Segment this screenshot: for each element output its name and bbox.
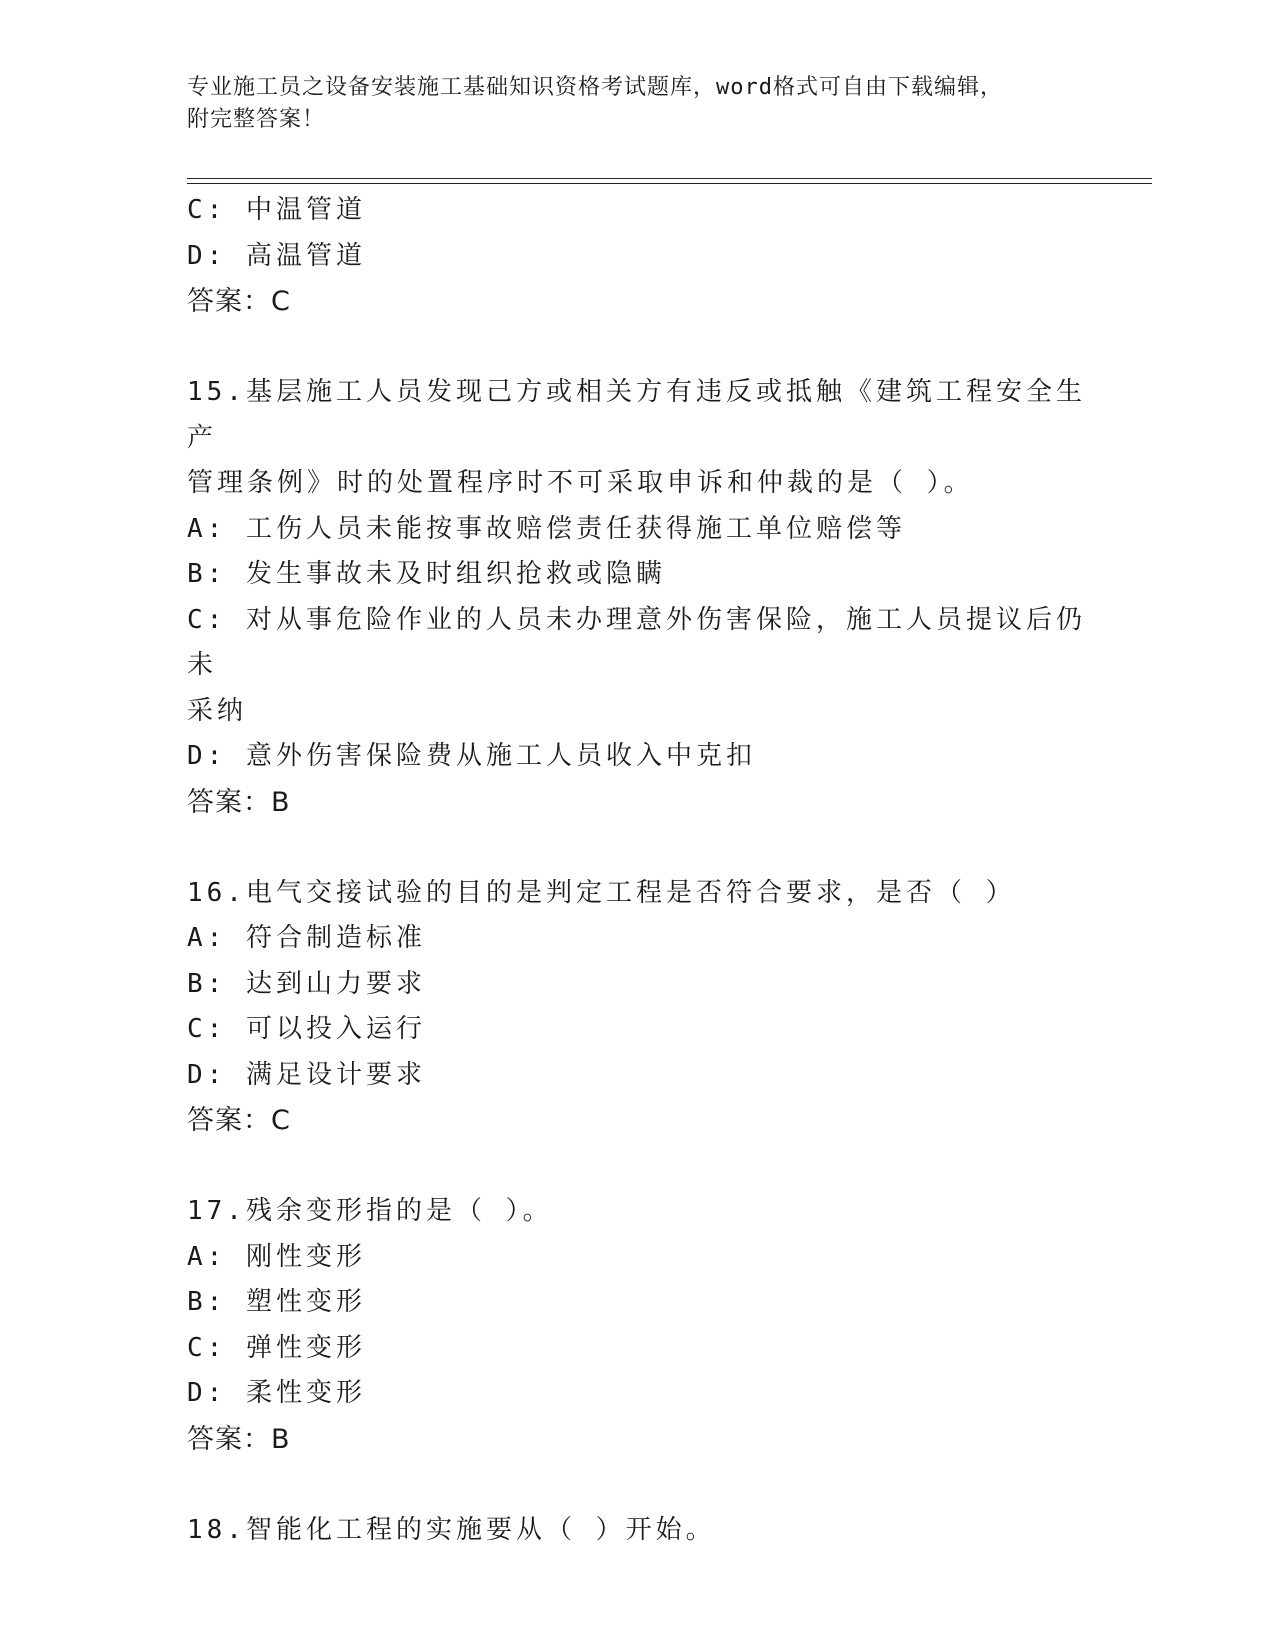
option-c: C: 可以投入运行 (187, 1014, 426, 1044)
answer: 答案：C (187, 286, 291, 317)
option-c-line-1: C: 对从事危险作业的人员未办理意外伤害保险，施工人员提议后仍未 (187, 604, 1086, 680)
answer: 答案：C (187, 1105, 291, 1136)
answer: 答案：B (187, 1423, 291, 1455)
question-block-14 (187, 188, 1087, 325)
question-block-17 (187, 1189, 1087, 1462)
option-b: B: 发生事故未及时组织抢救或隐瞒 (187, 559, 666, 589)
header-divider-top (187, 178, 1152, 179)
question-block-15 (187, 370, 1087, 825)
option-d: D: 意外伤害保险费从施工人员收入中克扣 (187, 741, 756, 771)
header-divider-bottom (187, 183, 1152, 184)
option-c: C: 中温管道 (187, 195, 366, 225)
option-a: A: 刚性变形 (187, 1241, 366, 1272)
option-d: D: 满足设计要求 (187, 1059, 426, 1090)
spacer (187, 1462, 1087, 1508)
option-a: A: 工伤人员未能按事故赔偿责任获得施工单位赔偿等 (187, 513, 906, 544)
question-text-line-2: 管理条例》时的处置程序时不可采取申诉和仲裁的是（ ）。 (187, 468, 974, 498)
option-c: C: 弹性变形 (187, 1332, 366, 1363)
question-list (187, 188, 1087, 1553)
option-d: D: 柔性变形 (187, 1378, 366, 1408)
option-b: B: 塑性变形 (187, 1287, 366, 1317)
header-line-2: 附完整答案！ (187, 107, 326, 132)
option-d: D: 高温管道 (187, 240, 366, 271)
option-b: B: 达到山力要求 (187, 968, 426, 999)
question-text: 17.残余变形指的是（ ）。 (187, 1196, 553, 1226)
answer: 答案：B (187, 786, 291, 818)
spacer (187, 325, 1087, 371)
spacer (187, 1144, 1087, 1190)
document-header (187, 72, 1087, 136)
spacer (187, 825, 1087, 871)
option-c-line-2: 采纳 (187, 695, 248, 726)
question-block-18 (187, 1508, 1087, 1554)
question-text: 16.电气交接试验的目的是判定工程是否符合要求，是否（ ） (187, 877, 1016, 908)
question-block-16 (187, 871, 1087, 1144)
question-text-line-1: 15.基层施工人员发现己方或相关方有违反或抵触《建筑工程安全生产 (187, 377, 1086, 453)
question-text: 18.智能化工程的实施要从（ ）开始。 (187, 1514, 716, 1545)
option-a: A: 符合制造标准 (187, 923, 426, 953)
header-line-1: 专业施工员之设备安装施工基础知识资格考试题库，word格式可自由下载编辑， (187, 75, 1003, 100)
